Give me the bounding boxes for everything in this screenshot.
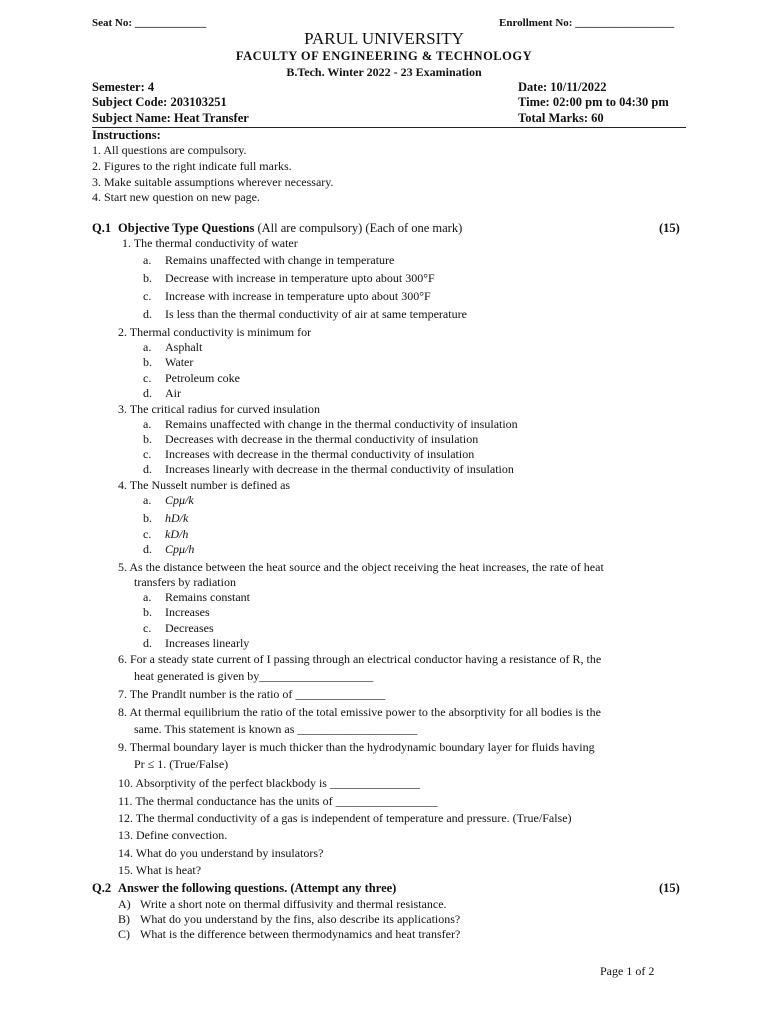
question-3: 3. The critical radius for curved insulation [118,402,321,416]
option-a: a. Asphalt [143,340,203,354]
question-5: 5. As the distance between the heat source and the object receiving the heat increases, the rate of heat [118,560,604,574]
option-d: d. Increases linearly with decrease in the thermal conductivity of insulation [143,462,514,476]
option-c: c. Petroleum coke [143,371,240,385]
page-number: Page 1 of 2 [600,964,655,978]
subject-code: Subject Code: 203103251 [92,95,227,109]
seat-number-field: Seat No: _____________ [92,17,207,29]
q1-heading [118,221,462,236]
q2-item-b: B) What do you understand by the fins, also describe its applications? [118,912,461,926]
question-14: 14. What do you understand by insulators? [118,846,324,860]
question-4: 4. The Nusselt number is defined as [118,478,291,492]
option-b: b. Decrease with increase in temperature upto about 300°F [143,271,435,285]
instruction-item: 4. Start new question on new page. [92,190,260,204]
question-15: 15. What is heat? [118,863,202,877]
faculty-name: FACULTY OF ENGINEERING & TECHNOLOGY [235,49,533,63]
option-d: d. Increases linearly [143,636,250,650]
exam-time: Time: 02:00 pm to 04:30 pm [518,95,669,109]
question-11: 11. The thermal conductance has the units of _________________ [118,794,438,808]
option-c: c. Increase with increase in temperature upto about 300°F [143,289,431,303]
option-d: d. Is less than the thermal conductivity of air at same temperature [143,307,467,321]
subject-name: Subject Name: Heat Transfer [92,111,249,125]
question-10: 10. Absorptivity of the perfect blackbody is _______________ [118,776,420,790]
option-c: c. Increases with decrease in the thermal conductivity of insulation [143,447,475,461]
option-a: a. Remains constant [143,590,250,604]
question-7: 7. The Prandlt number is the ratio of _______________ [118,687,386,701]
formula: hD/k [165,511,189,525]
question-9-continued: Pr ≤ 1. (True/False) [134,757,229,771]
q2-marks: (15) [659,881,680,895]
option-b: b. hD/k [143,511,189,525]
semester: Semester: 4 [92,80,155,94]
university-name: PARUL UNIVERSITY [304,29,464,48]
option-a: a. Cpμ/k [143,493,194,507]
option-a: a. Remains unaffected with change in temperature [143,253,395,267]
exam-date: Date: 10/11/2022 [518,80,607,94]
q2-item-c: C) What is the difference between thermodynamics and heat transfer? [118,927,461,941]
instructions-title: Instructions: [92,128,161,142]
total-marks: Total Marks: 60 [518,111,604,125]
option-c: c. Decreases [143,621,214,635]
question-8-continued: same. This statement is known as ____________________ [134,722,418,736]
enrollment-number-field: Enrollment No: __________________ [499,17,675,29]
q2-number: Q.2 [92,881,112,895]
q1-title: Objective Type Questions [118,221,255,235]
option-a: a. Remains unaffected with change in the thermal conductivity of insulation [143,417,518,431]
q2-item-a: A) Write a short note on thermal diffusivity and thermal resistance. [118,897,447,911]
instruction-item: 2. Figures to the right indicate full marks. [92,159,292,173]
option-d: d. Cpμ/h [143,542,195,556]
option-b: b. Water [143,355,194,369]
q2-title: Answer the following questions. (Attempt any three) [118,881,397,895]
q1-marks: (15) [659,221,680,235]
option-c: c. kD/h [143,527,189,541]
q1-number: Q.1 [92,221,112,235]
question-5-continued: transfers by radiation [134,575,236,589]
question-13: 13. Define convection. [118,828,228,842]
question-2: 2. Thermal conductivity is minimum for [118,325,312,339]
header-divider [92,127,686,128]
option-b: b. Decreases with decrease in the thermal conductivity of insulation [143,432,479,446]
question-8: 8. At thermal equilibrium the ratio of the total emissive power to the absorptivity for all bodies is the [118,705,601,719]
q1-title-note: (All are compulsory) (Each of one mark) [254,221,463,235]
question-12: 12. The thermal conductivity of a gas is independent of temperature and pressure. (True/False) [118,811,572,825]
formula: Cpμ/h [165,542,195,556]
instruction-item: 3. Make suitable assumptions wherever necessary. [92,175,334,189]
option-d: d. Air [143,386,181,400]
instruction-item: 1. All questions are compulsory. [92,143,247,157]
question-1: 1. The thermal conductivity of water [122,236,298,250]
question-9: 9. Thermal boundary layer is much thicker than the hydrodynamic boundary layer for fluids having [118,740,595,754]
formula: Cpμ/k [165,493,194,507]
exam-title: B.Tech. Winter 2022 - 23 Examination [286,65,482,79]
option-b: b. Increases [143,605,210,619]
question-6-continued: heat generated is given by___________________ [134,669,374,683]
formula: kD/h [165,527,189,541]
question-6: 6. For a steady state current of I passing through an electrical conductor having a resistance of R, the [118,652,602,666]
